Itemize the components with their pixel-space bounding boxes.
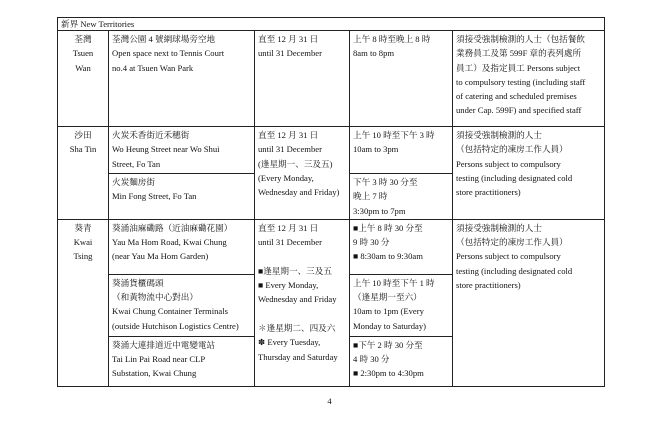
hours-line: ■下午 2 時 30 分至 (353, 339, 423, 350)
target-cell (453, 31, 605, 127)
period-line: (Every Monday, (258, 172, 314, 183)
target-line: 須接受強制檢測的人士 (456, 222, 542, 233)
hours-line: 上午 10 時至下午 3 時 (353, 130, 435, 140)
venue-line: （和黃物流中心對出） (112, 292, 198, 303)
testing-schedule-table (57, 17, 605, 387)
target-line: to compulsory testing (including staff (456, 76, 586, 87)
hours-line: ■上午 8 時 30 分至 (353, 222, 423, 233)
district-name: Wan (75, 62, 91, 73)
hours-cell (350, 127, 453, 174)
venue-cell (109, 336, 255, 386)
venue-line: no.4 at Tsuen Wan Park (112, 62, 194, 73)
venue-line: Substation, Kwai Chung (112, 368, 197, 379)
hours-cell (350, 174, 453, 220)
district-name: 沙田 (74, 130, 92, 140)
hours-line: 晚上 7 時 (353, 191, 388, 202)
hours-line: （逢星期一至六） (353, 292, 422, 303)
venue-line: 葵涌油麻磡路（近油麻磡花園） (112, 222, 233, 233)
target-line: Persons subject to compulsory (456, 158, 561, 169)
district-name: Sha Tin (69, 144, 97, 155)
target-line: 須接受強制檢測的人士 (456, 130, 542, 140)
district-cell (58, 127, 109, 220)
hours-line: 上午 10 時至下午 1 時 (353, 277, 435, 288)
hours-cell (350, 336, 453, 386)
period-line: until 31 December (258, 48, 322, 59)
venue-cell (109, 219, 255, 274)
target-line: （包括特定的凍房工作人員） (456, 237, 568, 248)
venue-line: Open space next to Tennis Court (112, 48, 225, 59)
target-cell (453, 127, 605, 220)
period-line (258, 249, 346, 263)
venue-cell (109, 274, 255, 336)
venue-line: 葵涌大連排道近中電變電站 (112, 339, 216, 350)
period-line: ✽逢星期二、四及六 (258, 322, 336, 333)
hours-line: 4 時 30 分 (353, 354, 390, 365)
period-line: ■ Every Monday, (258, 280, 319, 291)
target-line: store practitioners) (456, 280, 521, 291)
period-line: 直至 12 月 31 日 (258, 222, 319, 233)
venue-line: Wo Heung Street near Wo Shui (112, 144, 220, 155)
period-cell (255, 219, 350, 386)
target-line: testing (including designated cold (456, 265, 573, 276)
hours-line: 10am to 3pm (353, 144, 399, 155)
target-line: 業務員工及第 599F 章的表列處所 (456, 48, 582, 59)
venue-line: 火炭禾香街近禾穗街 (112, 130, 190, 140)
period-line: ■逢星期一、三及五 (258, 265, 332, 276)
district-cell (58, 31, 109, 127)
district-name: Kwai (73, 237, 93, 248)
venue-cell (109, 31, 255, 127)
hours-line: 10am to 1pm (Every (353, 306, 424, 317)
page-number: 4 (327, 396, 332, 406)
period-cell (255, 127, 350, 220)
period-line: until 31 December (258, 237, 322, 248)
hours-line: 下午 3 時 30 分至 (353, 177, 418, 187)
target-line: under Cap. 599F) and specified staff (456, 105, 582, 116)
venue-line: Kwai Chung Container Terminals (112, 306, 228, 317)
region-header: 新界 New Territories (58, 18, 605, 31)
target-line: of catering and scheduled premises (456, 91, 577, 102)
venue-line: Min Fong Street, Fo Tan (112, 191, 197, 202)
district-cell (58, 219, 109, 386)
venue-cell (109, 174, 255, 220)
target-line: 須接受強制檢測的人士（包括餐飲 (456, 34, 585, 44)
period-line: until 31 December (258, 144, 322, 155)
hours-cell (350, 219, 453, 274)
target-line: testing (including designated cold (456, 172, 573, 183)
venue-cell (109, 127, 255, 174)
venue-line: (near Yau Ma Hom Garden) (112, 251, 209, 262)
period-line (258, 307, 346, 321)
venue-line: Tai Lin Pai Road near CLP (112, 354, 206, 365)
hours-cell (350, 274, 453, 336)
target-line: Persons subject to compulsory (456, 251, 561, 262)
period-line: ✽ Every Tuesday, (258, 337, 321, 348)
venue-line: 火炭麵房街 (112, 177, 155, 187)
hours-line: 8am to 8pm (353, 48, 395, 59)
hours-cell (350, 31, 453, 127)
period-line: Wednesday and Friday) (258, 187, 340, 198)
venue-line: Street, Fo Tan (112, 158, 161, 169)
target-line: 員工）及指定員工 Persons subject (456, 62, 581, 73)
venue-line: 荃灣公園 4 號網球場旁空地 (112, 34, 216, 44)
period-cell (255, 31, 350, 127)
period-line: Wednesday and Friday (258, 294, 337, 305)
district-name: Tsing (73, 251, 93, 262)
venue-line: 葵涌貨櫃碼頭 (112, 277, 164, 288)
period-line: Thursday and Saturday (258, 351, 338, 362)
hours-line: 上午 8 時至晚上 8 時 (353, 34, 431, 44)
hours-line: ■ 2:30pm to 4:30pm (353, 368, 424, 379)
period-line: (逢星期一、三及五) (258, 158, 333, 169)
target-line: （包括特定的凍房工作人員） (456, 144, 568, 155)
district-name: 荃灣 (74, 34, 92, 44)
period-line: 直至 12 月 31 日 (258, 130, 319, 140)
target-cell (453, 219, 605, 386)
target-line: store practitioners) (456, 187, 521, 198)
hours-line: Monday to Saturday) (353, 320, 427, 331)
venue-line: (outside Hutchison Logistics Centre) (112, 320, 239, 331)
venue-line: Yau Ma Hom Road, Kwai Chung (112, 237, 227, 248)
district-name: 葵青 (74, 222, 92, 233)
district-name: Tsuen (72, 48, 94, 59)
hours-line: ■ 8:30am to 9:30am (353, 251, 423, 262)
hours-line: 9 時 30 分 (353, 237, 390, 248)
period-line: 直至 12 月 31 日 (258, 34, 319, 44)
hours-line: 3:30pm to 7pm (353, 205, 406, 216)
